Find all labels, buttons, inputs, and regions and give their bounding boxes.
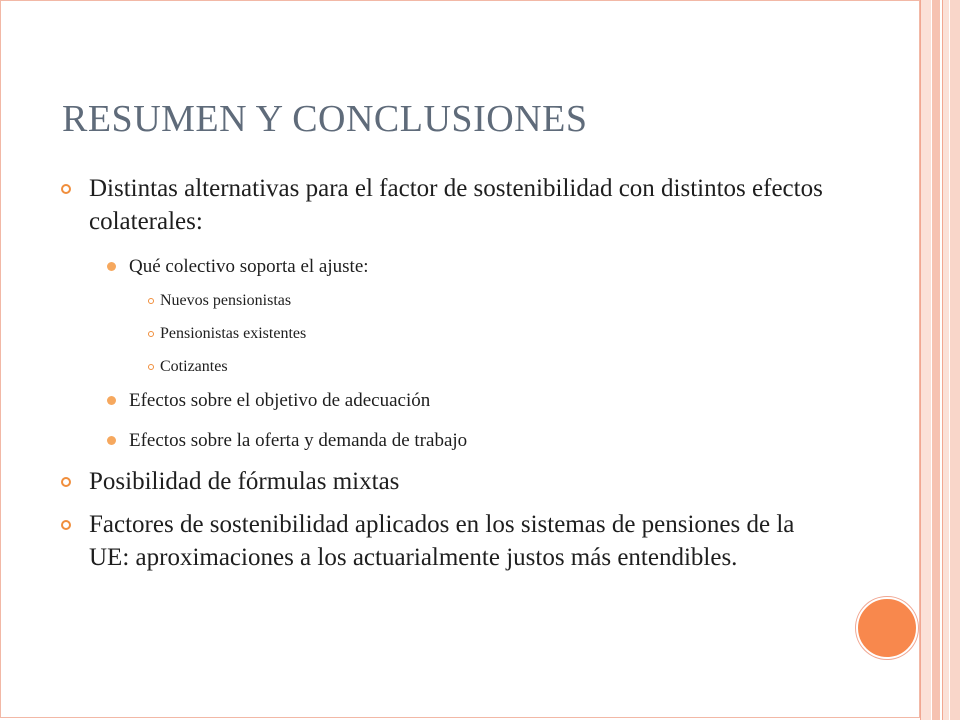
dot-bullet-icon (107, 262, 116, 271)
bullet-formulas-mixtas (60, 465, 840, 498)
bullet-text: Posibilidad de fórmulas mixtas (89, 468, 400, 495)
slide-content (60, 172, 840, 584)
bullet-alternativas (60, 172, 840, 238)
ring-bullet-icon (61, 477, 71, 487)
slide-title: RESUMEN Y CONCLUSIONES (62, 98, 588, 140)
bullet-factores-ue (60, 508, 840, 574)
decorative-stripe (950, 0, 960, 720)
sub-bullet-text: Efectos sobre el objetivo de adecuación (129, 390, 431, 411)
small-ring-bullet-icon (148, 331, 154, 337)
sub-sub-bullet-text: Cotizantes (160, 358, 228, 375)
bullet-text: Factores de sostenibilidad aplicados en los sistemas de pensiones de la UE: aproximaciones a los actuarialmente justos más entendibles. (89, 511, 795, 571)
dot-bullet-icon (107, 436, 116, 445)
decorative-stripe (932, 0, 940, 720)
sub-bullet-colectivo (129, 254, 840, 279)
sub-bullet-text: Efectos sobre la oferta y demanda de trabajo (129, 430, 468, 451)
sub-sub-bullet-nuevos (160, 290, 840, 312)
ring-bullet-icon (61, 520, 71, 530)
decorative-stripe (920, 0, 931, 720)
sub-bullet-adecuacion (129, 388, 840, 413)
sub-sub-bullet-text: Pensionistas existentes (160, 325, 307, 342)
dot-bullet-icon (107, 396, 116, 405)
decorative-stripe (942, 0, 949, 720)
decorative-circle (856, 597, 918, 659)
sub-bullet-text: Qué colectivo soporta el ajuste: (129, 256, 369, 277)
sub-sub-bullet-text: Nuevos pensionistas (160, 292, 292, 309)
ring-bullet-icon (61, 184, 71, 194)
small-ring-bullet-icon (148, 298, 154, 304)
bullet-text: Distintas alternativas para el factor de sostenibilidad con distintos efectos colaterales: (89, 175, 823, 235)
small-ring-bullet-icon (148, 364, 154, 370)
sub-sub-bullet-existentes (160, 323, 840, 345)
sub-bullet-oferta (129, 428, 840, 453)
sub-sub-bullet-cotizantes (160, 356, 840, 378)
